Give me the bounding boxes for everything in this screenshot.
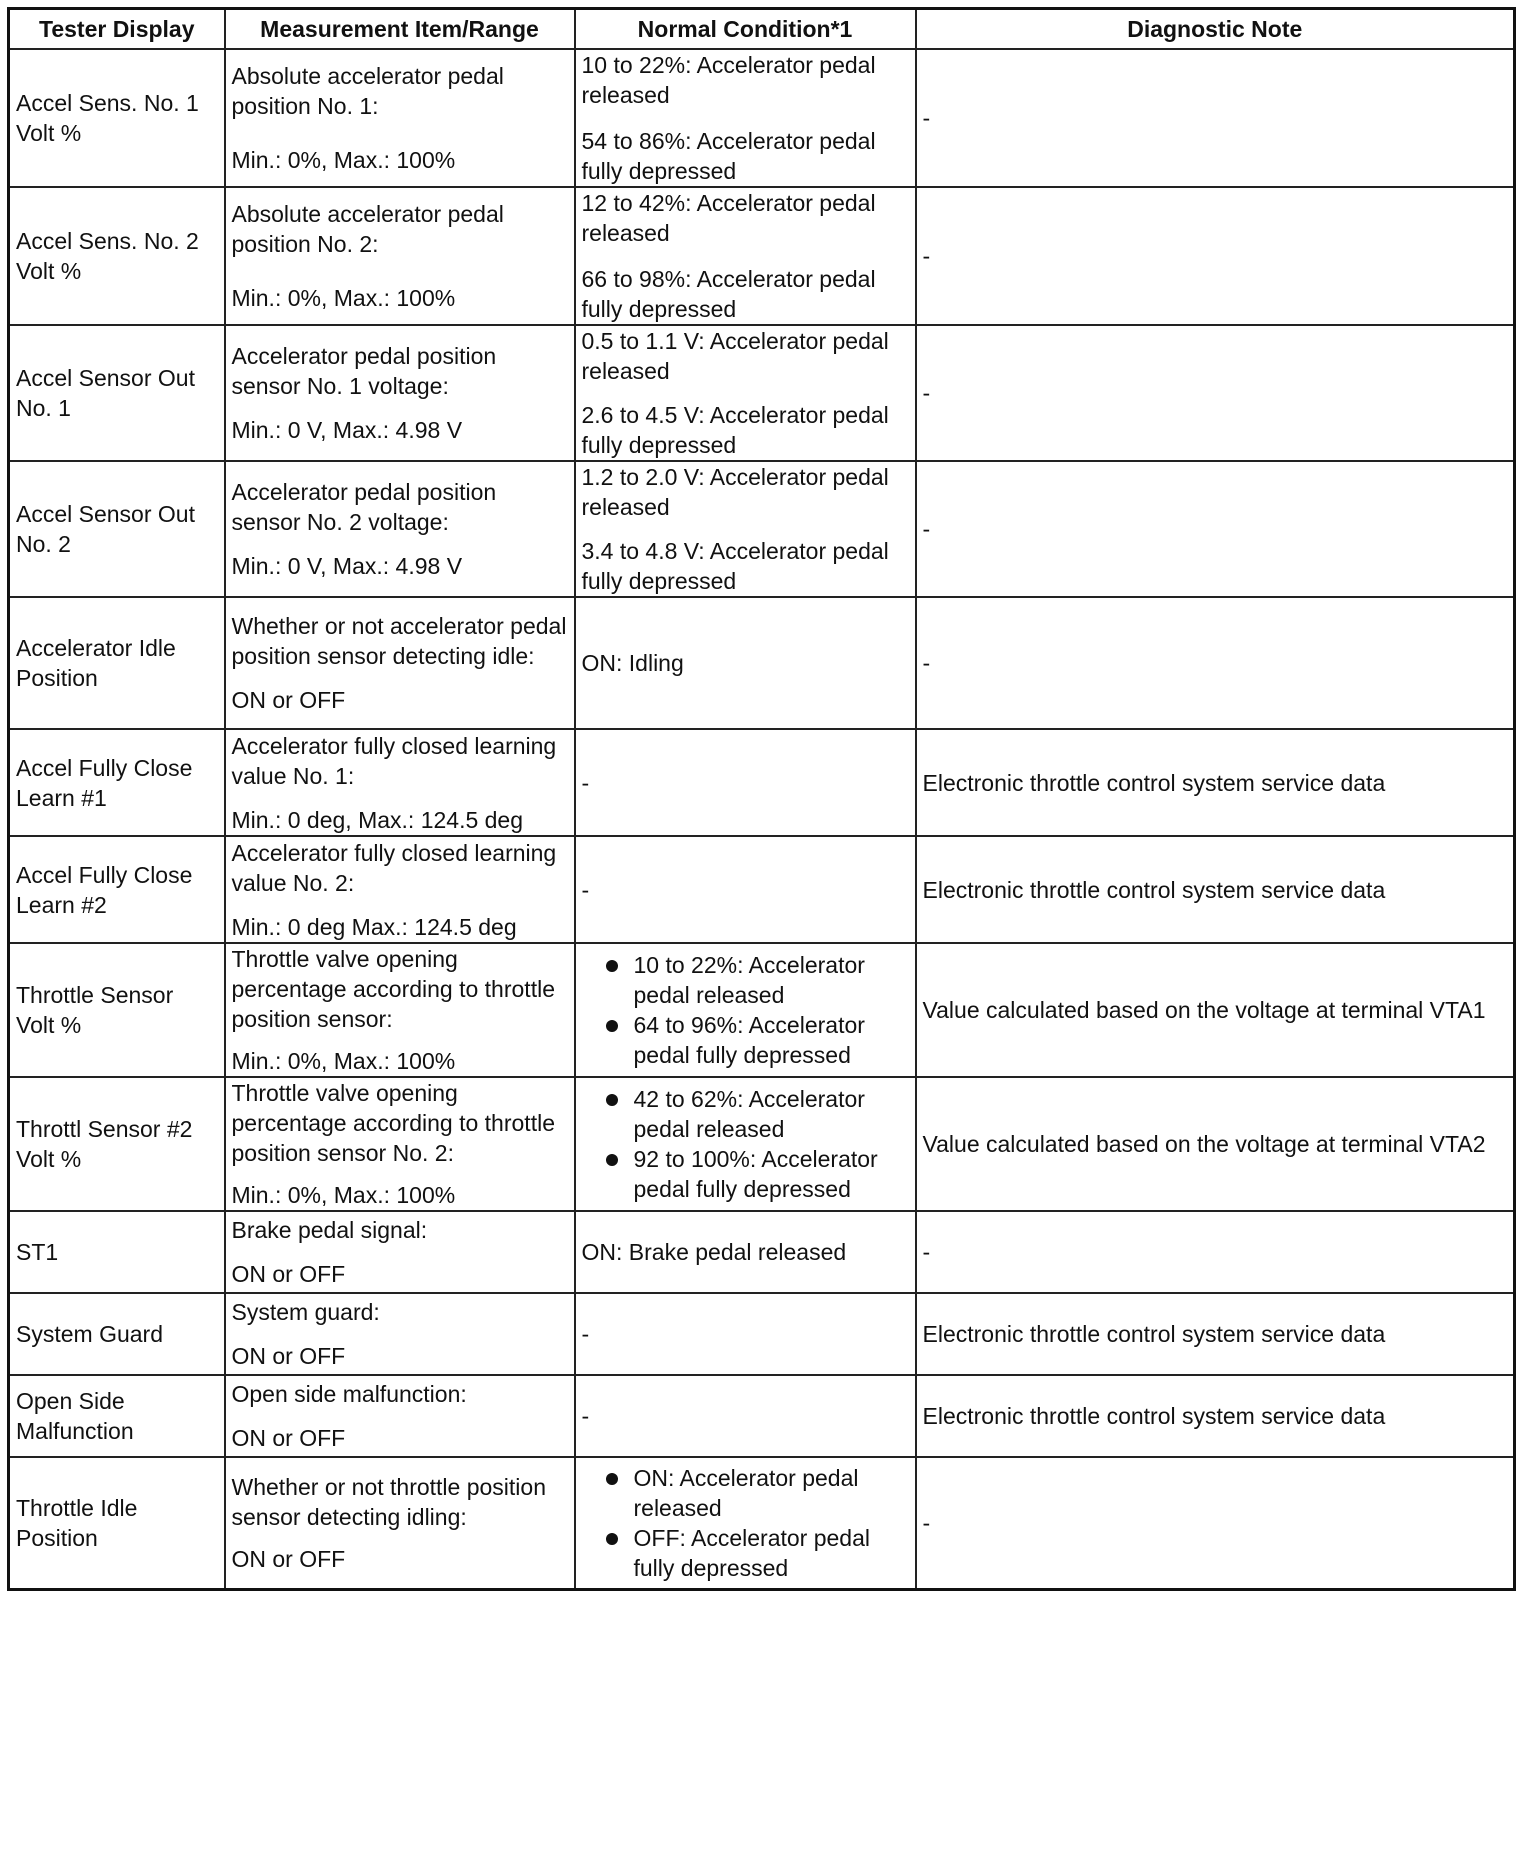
tester-display-cell — [9, 49, 225, 187]
measurement-cell — [225, 187, 575, 325]
table-row — [9, 1211, 1515, 1293]
normal-condition-text: 2.6 to 4.5 V: Accelerator pedal fully depressed — [581, 402, 889, 458]
measurement-item: Open side malfunction: — [231, 1381, 467, 1407]
normal-condition-cell — [575, 461, 916, 597]
table-row — [9, 1457, 1515, 1589]
diagnostic-note-cell: Electronic throttle control system service data — [916, 1375, 1515, 1457]
measurement-item: Accelerator fully closed learning value No. 1: — [231, 732, 557, 789]
header-normal-condition: Normal Condition*1 — [575, 9, 916, 50]
measurement-range: Min.: 0%, Max.: 100% — [231, 285, 456, 311]
list-item: ON: Accelerator pedal released — [604, 1463, 909, 1523]
tester-display-line: Accel Sens. No. 2 — [16, 228, 199, 254]
header-measurement-item: Measurement Item/Range — [225, 9, 575, 50]
tester-display-line: Volt % — [16, 1012, 82, 1038]
measurement-item: Accelerator pedal position sensor No. 1 voltage: — [231, 343, 497, 399]
normal-condition-cell: - — [575, 1375, 916, 1457]
measurement-cell — [225, 943, 575, 1077]
tester-display-line: Open Side — [16, 1388, 125, 1414]
tester-display-line: Volt % — [16, 1146, 82, 1172]
tester-display-cell — [9, 1375, 225, 1457]
diagnostic-note-cell: - — [916, 1211, 1515, 1293]
measurement-cell — [225, 1457, 575, 1589]
tester-display-cell — [9, 1077, 225, 1211]
tester-display-line: Throttl Sensor #2 — [16, 1116, 193, 1142]
normal-condition-text: 10 to 22%: Accelerator pedal released — [581, 52, 876, 108]
measurement-item: Absolute accelerator pedal position No. 1: — [231, 63, 504, 119]
normal-condition-cell: - — [575, 836, 916, 943]
tester-display-line: Learn #2 — [16, 891, 107, 918]
measurement-item: Throttle valve opening percentage according to throttle position sensor No. 2: — [231, 1080, 555, 1166]
measurement-cell — [225, 49, 575, 187]
measurement-cell — [225, 729, 575, 836]
tester-display-line: Learn #1 — [16, 784, 107, 811]
normal-condition-cell: ON: Idling — [575, 597, 916, 729]
measurement-item: System guard: — [231, 1299, 380, 1325]
measurement-cell — [225, 461, 575, 597]
table-row — [9, 1375, 1515, 1457]
measurement-item: Brake pedal signal: — [231, 1217, 428, 1243]
measurement-range: ON or OFF — [231, 687, 346, 713]
measurement-item: Accelerator pedal position sensor No. 2 voltage: — [231, 479, 497, 535]
measurement-cell — [225, 1375, 575, 1457]
measurement-item: Whether or not accelerator pedal position sensor detecting idle: — [231, 613, 567, 669]
tester-display-cell — [9, 1211, 225, 1293]
diagnostic-note-cell: Electronic throttle control system service data — [916, 1293, 1515, 1375]
diagnostic-note-cell: - — [916, 461, 1515, 597]
tester-display-line: Position — [16, 1524, 98, 1551]
diagnostic-note-cell: - — [916, 187, 1515, 325]
tester-display-line: Position — [16, 665, 98, 691]
tester-display-cell — [9, 943, 225, 1077]
tester-display-line: Throttle Sensor — [16, 982, 174, 1008]
measurement-range: Min.: 0 V, Max.: 4.98 V — [231, 417, 463, 443]
table-row — [9, 1293, 1515, 1375]
tester-display-cell — [9, 461, 225, 597]
data-list-table — [7, 7, 1516, 1591]
list-item: 42 to 62%: Accelerator pedal released — [604, 1084, 909, 1144]
diagnostic-note-cell: - — [916, 325, 1515, 461]
measurement-item: Accelerator fully closed learning value No. 2: — [231, 839, 557, 896]
normal-condition-cell — [575, 1457, 916, 1589]
table-row — [9, 729, 1515, 836]
tester-display-cell — [9, 729, 225, 836]
tester-display-line: Accel Sensor Out — [16, 501, 195, 527]
normal-condition-cell — [575, 325, 916, 461]
measurement-cell — [225, 325, 575, 461]
tester-display-line: Accel Fully Close — [16, 861, 193, 888]
normal-condition-text: 54 to 86%: Accelerator pedal fully depressed — [581, 128, 876, 184]
measurement-item: Whether or not throttle position sensor detecting idling: — [231, 1473, 546, 1530]
measurement-cell — [225, 597, 575, 729]
table-row — [9, 187, 1515, 325]
measurement-range: Min.: 0%, Max.: 100% — [231, 1048, 456, 1074]
tester-display-line: Accel Fully Close — [16, 754, 193, 781]
tester-display-line: Volt % — [16, 120, 82, 146]
normal-condition-cell: ON: Brake pedal released — [575, 1211, 916, 1293]
tester-display-cell — [9, 597, 225, 729]
measurement-cell — [225, 1293, 575, 1375]
normal-condition-list — [582, 1084, 909, 1204]
measurement-range: Min.: 0 deg Max.: 124.5 deg — [231, 913, 517, 940]
list-item: 92 to 100%: Accelerator pedal fully depressed — [604, 1144, 909, 1204]
tester-display-line: ST1 — [16, 1239, 59, 1265]
list-item: OFF: Accelerator pedal fully depressed — [604, 1523, 909, 1583]
tester-display-line: System Guard — [16, 1321, 163, 1347]
normal-condition-cell — [575, 49, 916, 187]
tester-display-line: Malfunction — [16, 1418, 134, 1444]
measurement-range: ON or OFF — [231, 1425, 346, 1451]
measurement-item: Throttle valve opening percentage according to throttle position sensor: — [231, 946, 555, 1032]
tester-display-line: Accel Sens. No. 1 — [16, 90, 199, 116]
normal-condition-list — [582, 950, 909, 1070]
header-tester-display: Tester Display — [9, 9, 225, 50]
normal-condition-cell: - — [575, 729, 916, 836]
diagnostic-note-cell: Value calculated based on the voltage at terminal VTA2 — [916, 1077, 1515, 1211]
measurement-range: ON or OFF — [231, 1545, 346, 1572]
tester-display-line: Accelerator Idle — [16, 635, 176, 661]
header-diagnostic-note: Diagnostic Note — [916, 9, 1515, 50]
measurement-range: Min.: 0%, Max.: 100% — [231, 1182, 456, 1208]
diagnostic-note-cell: - — [916, 597, 1515, 729]
diagnostic-note-cell: Value calculated based on the voltage at terminal VTA1 — [916, 943, 1515, 1077]
table-row — [9, 943, 1515, 1077]
normal-condition-cell — [575, 1077, 916, 1211]
table-row — [9, 1077, 1515, 1211]
tester-display-line: Volt % — [16, 258, 82, 284]
measurement-range: ON or OFF — [231, 1261, 346, 1287]
measurement-range: ON or OFF — [231, 1343, 346, 1369]
tester-display-cell — [9, 836, 225, 943]
normal-condition-cell — [575, 943, 916, 1077]
list-item: 64 to 96%: Accelerator pedal fully depressed — [604, 1010, 909, 1070]
table-row — [9, 461, 1515, 597]
measurement-cell — [225, 1077, 575, 1211]
diagnostic-note-cell: Electronic throttle control system service data — [916, 729, 1515, 836]
measurement-range: Min.: 0 V, Max.: 4.98 V — [231, 553, 463, 579]
normal-condition-list — [582, 1463, 909, 1583]
tester-display-cell — [9, 187, 225, 325]
diagnostic-note-cell: - — [916, 1457, 1515, 1589]
tester-display-line: No. 2 — [16, 531, 71, 557]
table-row — [9, 49, 1515, 187]
measurement-range: Min.: 0%, Max.: 100% — [231, 147, 456, 173]
tester-display-line: Accel Sensor Out — [16, 365, 195, 391]
measurement-cell — [225, 1211, 575, 1293]
tester-display-cell — [9, 325, 225, 461]
tester-display-cell — [9, 1457, 225, 1589]
measurement-cell — [225, 836, 575, 943]
tester-display-line: Throttle Idle — [16, 1494, 138, 1521]
table-row — [9, 325, 1515, 461]
table-row — [9, 597, 1515, 729]
diagnostic-note-cell: Electronic throttle control system service data — [916, 836, 1515, 943]
normal-condition-cell: - — [575, 1293, 916, 1375]
header-row — [9, 9, 1515, 50]
list-item: 10 to 22%: Accelerator pedal released — [604, 950, 909, 1010]
normal-condition-cell — [575, 187, 916, 325]
diagnostic-note-cell: - — [916, 49, 1515, 187]
tester-display-cell — [9, 1293, 225, 1375]
normal-condition-text: 3.4 to 4.8 V: Accelerator pedal fully depressed — [581, 538, 889, 594]
normal-condition-text: 12 to 42%: Accelerator pedal released — [581, 190, 876, 246]
normal-condition-text: 0.5 to 1.1 V: Accelerator pedal released — [581, 328, 889, 384]
normal-condition-text: 66 to 98%: Accelerator pedal fully depressed — [581, 266, 876, 322]
normal-condition-text: 1.2 to 2.0 V: Accelerator pedal released — [581, 464, 889, 520]
table-row — [9, 836, 1515, 943]
tester-display-line: No. 1 — [16, 395, 71, 421]
measurement-range: Min.: 0 deg, Max.: 124.5 deg — [231, 806, 524, 833]
measurement-item: Absolute accelerator pedal position No. 2: — [231, 201, 504, 257]
